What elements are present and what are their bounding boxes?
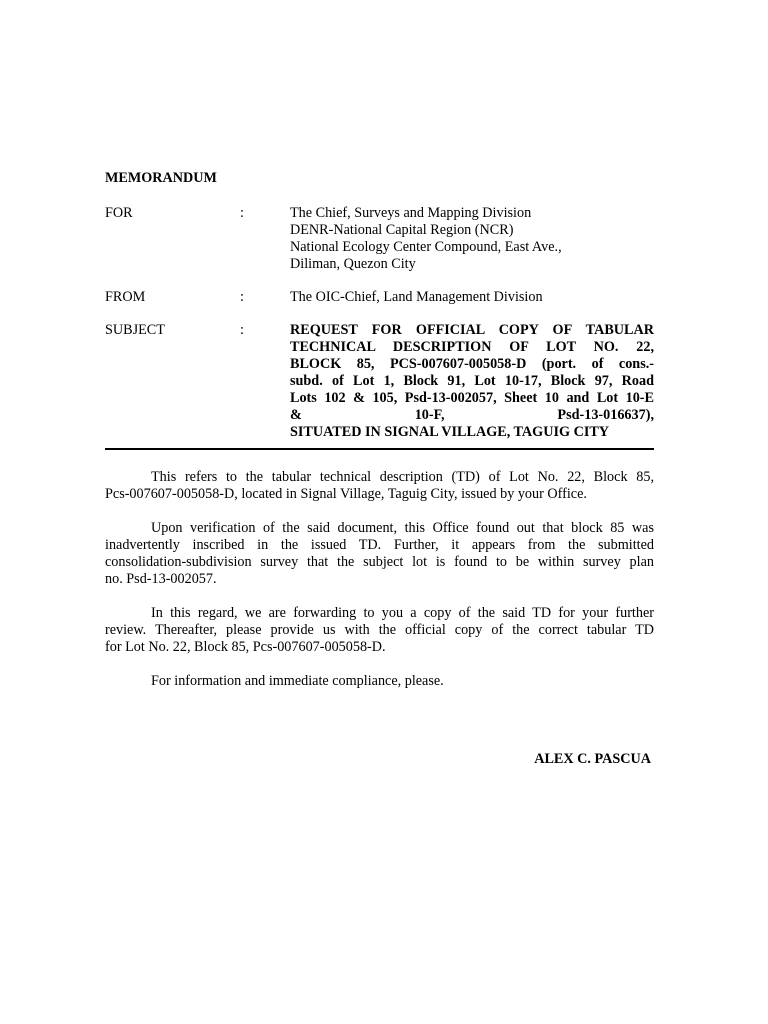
paragraph-line: consolidation-subdivision survey that the subject lot is found to be within survey plan bbox=[105, 554, 654, 570]
for-field bbox=[105, 205, 654, 273]
subject-line: subd. of Lot 1, Block 91, Lot 10-17, Block 97, Road bbox=[290, 373, 654, 389]
for-line: DENR-National Capital Region (NCR) bbox=[290, 222, 514, 238]
header-divider bbox=[105, 448, 654, 450]
paragraph-line: inadvertently inscribed in the issued TD. Further, it appears from the submitted bbox=[105, 537, 654, 553]
subject-line: REQUEST FOR OFFICIAL COPY OF TABULAR bbox=[290, 322, 654, 338]
subject-line: BLOCK 85, PCS-007607-005058-D (port. of cons.- bbox=[290, 356, 654, 372]
paragraph-line: no. Psd-13-002057. bbox=[105, 571, 217, 587]
subject-colon: : bbox=[240, 322, 244, 338]
for-recipient bbox=[290, 205, 654, 273]
signatory-name: ALEX C. PASCUA bbox=[534, 751, 651, 767]
for-label: FOR bbox=[105, 205, 133, 221]
memo-title: MEMORANDUM bbox=[105, 170, 217, 186]
paragraph-line: Upon verification of the said document, this Office found out that block 85 was bbox=[151, 520, 654, 536]
subject-line: TECHNICAL DESCRIPTION OF LOT NO. 22, bbox=[290, 339, 654, 355]
for-colon: : bbox=[240, 205, 244, 221]
subject-text bbox=[290, 322, 654, 441]
paragraph-line: review. Thereafter, please provide us with the official copy of the correct tabular TD bbox=[105, 622, 654, 638]
subject-label: SUBJECT bbox=[105, 322, 165, 338]
memorandum-document bbox=[105, 170, 654, 768]
body-paragraph bbox=[105, 469, 654, 503]
closing-line: For information and immediate compliance, please. bbox=[151, 673, 444, 689]
paragraph-line: Pcs-007607-005058-D, located in Signal Village, Taguig City, issued by your Office. bbox=[105, 486, 587, 502]
subject-field bbox=[105, 322, 654, 441]
paragraph-line: In this regard, we are forwarding to you a copy of the said TD for your further bbox=[151, 605, 654, 621]
body-paragraph bbox=[105, 605, 654, 656]
paragraph-line: for Lot No. 22, Block 85, Pcs-007607-005058-D. bbox=[105, 639, 386, 655]
for-line: Diliman, Quezon City bbox=[290, 256, 416, 272]
for-line: National Ecology Center Compound, East Ave., bbox=[290, 239, 562, 255]
for-line: The Chief, Surveys and Mapping Division bbox=[290, 205, 532, 221]
subject-line: & 10-F, Psd-13-016637), bbox=[290, 407, 654, 423]
paragraph-line: This refers to the tabular technical description (TD) of Lot No. 22, Block 85, bbox=[151, 469, 654, 485]
subject-line: Lots 102 & 105, Psd-13-002057, Sheet 10 and Lot 10-E bbox=[290, 390, 654, 406]
subject-line: SITUATED IN SIGNAL VILLAGE, TAGUIG CITY bbox=[290, 424, 610, 440]
body-paragraph bbox=[105, 520, 654, 588]
from-label: FROM bbox=[105, 289, 146, 305]
from-field bbox=[105, 289, 654, 306]
from-colon: : bbox=[240, 289, 244, 305]
from-sender: The OIC-Chief, Land Management Division bbox=[290, 289, 543, 305]
